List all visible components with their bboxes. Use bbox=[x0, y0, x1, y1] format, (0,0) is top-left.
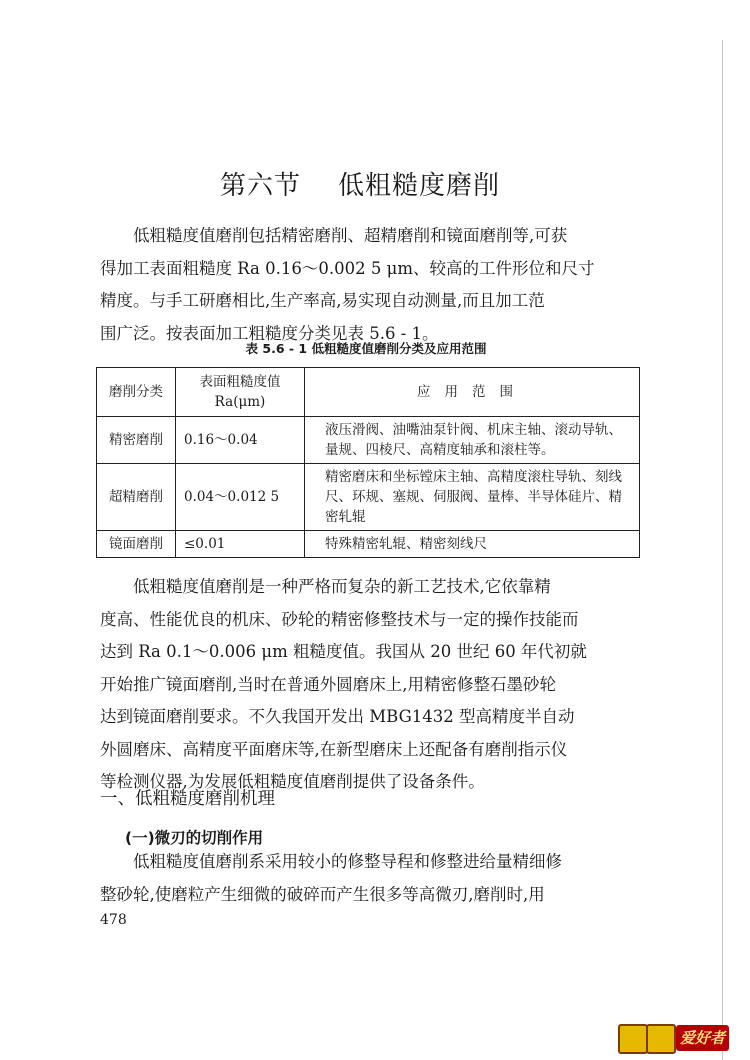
table-row bbox=[97, 417, 640, 464]
closing-line-2: 整砂轮,使磨粒产生细微的破碎而产生很多等高微刃,磨削时,用 bbox=[100, 884, 545, 904]
row-application: 液压滑阀、油嘴油泵针阀、机床主轴、滚动导轨、量规、四棱尺、高精度轴承和滚柱等。 bbox=[305, 417, 640, 464]
header-roughness-line2: Ra(μm) bbox=[214, 394, 266, 410]
row-roughness: ≤0.01 bbox=[176, 531, 305, 558]
table-header-row bbox=[97, 368, 640, 417]
intro-line-3: 精度。与手工研磨相比,生产率高,易实现自动测量,而且加工范 bbox=[100, 291, 545, 310]
row-roughness: 0.16～0.04 bbox=[176, 417, 305, 464]
page-title: 第六节 低粗糙度磨削 bbox=[219, 171, 501, 201]
body-line-1: 低粗糙度值磨削是一种严格而复杂的新工艺技术,它依靠精 bbox=[133, 577, 551, 596]
intro-line-1: 低粗糙度值磨削包括精密磨削、超精磨削和镜面磨削等,可获 bbox=[133, 226, 568, 245]
page-number: 478 bbox=[100, 912, 127, 928]
table-row bbox=[97, 464, 640, 531]
header-category: 磨削分类 bbox=[97, 368, 176, 417]
row-application: 特殊精密轧辊、精密刻线尺 bbox=[305, 531, 640, 558]
header-roughness-line1: 表面粗糙度值 bbox=[199, 374, 281, 390]
body-line-6: 外圆磨床、高精度平面磨床等,在新型磨床上还配备有磨削指示仪 bbox=[100, 739, 568, 759]
intro-line-4: 围广泛。按表面加工粗糙度分类见表 5.6 - 1。 bbox=[100, 323, 439, 343]
row-category: 镜面磨削 bbox=[97, 531, 176, 558]
table-row bbox=[97, 531, 640, 558]
header-roughness bbox=[176, 368, 305, 417]
body-line-4: 开始推广镜面磨削,当时在普通外圆磨床上,用精密修整石墨砂轮 bbox=[100, 674, 556, 694]
row-roughness: 0.04～0.012 5 bbox=[176, 464, 305, 531]
intro-line-2: 得加工表面粗糙度 Ra 0.16～0.002 5 μm、较高的工件形位和尺寸 bbox=[100, 258, 595, 278]
logo-text: 爱好者 bbox=[676, 1025, 729, 1051]
body-line-7: 等检测仪器,为发展低粗糙度值磨削提供了设备条件。 bbox=[100, 772, 485, 791]
header-application: 应用范围 bbox=[305, 368, 640, 417]
grinding-classification-table bbox=[96, 367, 640, 558]
body-line-2: 度高、性能优良的机床、砂轮的精密修整技术与一定的操作技能而 bbox=[100, 609, 579, 629]
body-paragraph bbox=[100, 571, 635, 799]
table-caption: 表 5.6 - 1 低粗糙度值磨削分类及应用范围 bbox=[245, 341, 487, 356]
subsection-heading: (一)微刃的切削作用 bbox=[125, 829, 264, 847]
body-line-3: 达到 Ra 0.1～0.006 μm 粗糙度值。我国从 20 世纪 60 年代初就 bbox=[100, 642, 587, 661]
body-line-5: 达到镜面磨削要求。不久我国开发出 MBG1432 型高精度半自动 bbox=[100, 707, 575, 726]
logo-badge-icon bbox=[618, 1024, 648, 1054]
page-edge-rule bbox=[722, 40, 723, 1060]
logo-badge-icon bbox=[646, 1024, 676, 1054]
closing-paragraph bbox=[100, 846, 635, 911]
closing-line-1: 低粗糙度值磨削系采用较小的修整导程和修整进给量精细修 bbox=[133, 852, 562, 871]
row-category: 超精磨削 bbox=[97, 464, 176, 531]
section-heading: 一、低粗糙度磨削机理 bbox=[100, 789, 275, 809]
row-category: 精密磨削 bbox=[97, 417, 176, 464]
row-application: 精密磨床和坐标镗床主轴、高精度滚柱导轨、刻线尺、环规、塞规、伺服阀、量棒、半导体硅片、精密轧辊 bbox=[305, 464, 640, 531]
watermark-logo bbox=[618, 1022, 736, 1054]
intro-paragraph bbox=[100, 220, 635, 350]
